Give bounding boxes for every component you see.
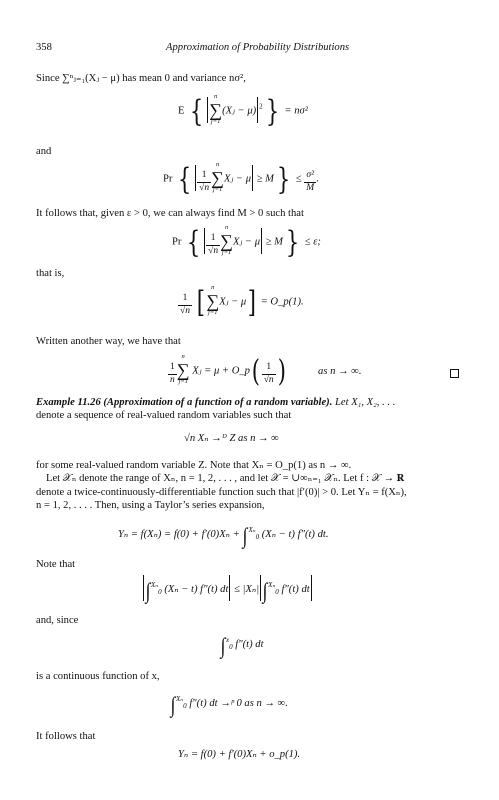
text-line: for some real-valued random variable Z. Note that Xₙ = O_p(1) as n → ∞. (36, 460, 352, 471)
equation-bound (172, 225, 321, 258)
fraction: $\frac{\text{σ²}}{M}$ (306, 169, 315, 193)
right-brace: } (265, 93, 279, 129)
sum-symbol: n ∑ j=1 (206, 284, 220, 316)
left-paren: ( (251, 353, 260, 389)
text-line: denote a sequence of real-valued random variables such that (36, 410, 292, 421)
abs-bar (261, 228, 262, 254)
sum-symbol: n ∑ j=1 (209, 93, 223, 125)
right-brace: } (285, 224, 300, 260)
equation-expectation: E { n ∑ j=1 (Xⱼ − μ) $^2$} = nσ² (178, 93, 308, 129)
fraction: $\frac{1}{√n}$ (199, 169, 210, 193)
equation-taylor: Yₙ = f(Xₙ) = f(0) + f′(0)Xₙ + ∫$^{X_n}_0$ (Xₙ − t) f″(t) dt. (118, 523, 329, 548)
eq-body: (Xⱼ − μ) (222, 105, 257, 117)
eq-operator: Pr (172, 236, 182, 248)
integral-symbol: ∫ (243, 523, 248, 548)
eq-relation: ≤ |Xₙ| (234, 584, 260, 595)
eq-rhs: = O_p(1). (260, 296, 304, 308)
equation-convergence: √n Xₙ →ᴰ Z as n → ∞ (184, 433, 279, 444)
abs-bar (260, 575, 261, 601)
equation-result: Yₙ = f(0) + f′(0)Xₙ + o_p(1). (178, 749, 301, 760)
integral-symbol: ∫ (220, 633, 226, 658)
eq-body: Xⱼ − μ (223, 173, 252, 185)
eq-body: Xⱼ − μ (232, 236, 261, 248)
right-brace: } (276, 161, 291, 197)
text-line: Let 𝒳ₙ denote the range of Xₙ, n = 1, 2, . . . , and let 𝒳 = ∪∞ₙ₌₁ 𝒳ₙ. Let f : 𝒳 → 𝐑 (46, 473, 405, 484)
left-brace: { (186, 224, 201, 260)
abs-bar (195, 165, 196, 191)
integral-symbol: ∫ (145, 578, 151, 603)
text-line: and (36, 146, 52, 157)
qed-symbol (450, 369, 459, 378)
equation-inequality: ∫$^{X_n}_0$ (Xₙ − t) f″(t) dt ≤ |Xₙ| ∫$^{X_n}_0$ f″(t) dt (142, 575, 313, 605)
eq-body: Xⱼ = μ + O_p (192, 365, 250, 377)
text-line: that is, (36, 268, 65, 279)
integral-symbol: ∫ (170, 692, 176, 717)
eq-integrand: (Xₙ − t) f″(t) dt (164, 584, 229, 595)
fraction: $\frac{1}{n}$ (170, 361, 175, 385)
text-line: Note that (36, 559, 76, 570)
integral-symbol: ∫ (262, 578, 268, 603)
fraction: $\frac{1}{√n}$ (180, 292, 190, 316)
text-line: n = 1, 2, . . . . Then, using a Taylor’s series expansion, (36, 500, 265, 511)
equation-integral: ∫$^x_0$ f″(t) dt (220, 633, 264, 658)
eq-lhs: Yₙ = f(Xₙ) = f(0) + f′(0)Xₙ + (118, 529, 240, 540)
text-line: Since ∑ⁿⱼ₌₁(Xⱼ − μ) has mean 0 and variance nσ², (36, 73, 246, 84)
eq-condition: ≥ M (265, 236, 283, 248)
running-title: Approximation of Probability Distributions (166, 42, 350, 53)
page-header (36, 41, 463, 55)
example-heading-line (36, 396, 395, 409)
abs-bar (143, 575, 144, 601)
text-fragment: Let X₁, X₂, . . . (335, 397, 396, 408)
text-line: is a continuous function of x, (36, 671, 160, 682)
abs-bar (229, 575, 230, 601)
eq-body: Xⱼ − μ (219, 296, 247, 308)
fraction: $\frac{1}{√n}$ (208, 232, 219, 256)
sum-symbol: n ∑ j=1 (176, 353, 190, 385)
abs-bar (207, 97, 208, 123)
text-line: and, since (36, 615, 79, 626)
eq-operator: E (178, 105, 185, 117)
equation-chebyshev: Pr { $\frac{1}{√n}$ n ∑ j=1 Xⱼ − μ ≥ M} ≤ $\frac{\text{σ²}}{M}$ . (163, 161, 319, 197)
right-bracket: ] (247, 284, 257, 320)
example-title: Example 11.26 (Approximation of a function of a random variable). (36, 397, 333, 408)
right-paren: ) (277, 353, 286, 389)
sum-symbol: n ∑ j=1 (220, 224, 233, 256)
left-brace: { (177, 161, 192, 197)
text-line: It follows that (36, 731, 96, 742)
sum-symbol: n ∑ j=1 (211, 161, 224, 193)
eq-integrand: f″(t) dt (189, 698, 218, 709)
text-line: It follows that, given ε > 0, we can always find M > 0 such that (36, 208, 304, 219)
equation-op1 (178, 285, 304, 318)
fraction: $\frac{1}{√n}$ (263, 361, 274, 385)
eq-integrand: f″(t) dt (281, 584, 310, 595)
eq-condition: as n → ∞. (318, 365, 362, 377)
abs-bar (252, 165, 253, 191)
eq-integrand: (Xₙ − t) f″(t) dt. (261, 529, 329, 540)
eq-relation: ≤ (295, 173, 302, 185)
left-brace: { (190, 93, 204, 129)
equation-mean-approx (168, 354, 362, 387)
eq-condition: ≥ M (256, 173, 274, 185)
eq-operator: Pr (163, 173, 173, 185)
text-line: denote a twice-continuously-differentiable function such that |f′(0)| > 0. Let Yₙ = f(Xₙ), (36, 487, 407, 498)
eq-rhs: = nσ² (284, 105, 308, 117)
eq-integrand: f″(t) dt (235, 639, 264, 650)
eq-rhs: ≤ ε; (304, 236, 321, 248)
left-bracket: [ (196, 284, 205, 320)
abs-bar (204, 228, 205, 254)
page-number: 358 (36, 42, 52, 53)
text-line: Written another way, we have that (36, 336, 181, 347)
eq-rhs: →ᵖ 0 as n → ∞. (220, 698, 288, 709)
abs-bar (311, 575, 312, 601)
equation-prob-convergence: ∫$^{X_n}_0$ f″(t) dt →ᵖ 0 as n → ∞. (170, 692, 288, 717)
